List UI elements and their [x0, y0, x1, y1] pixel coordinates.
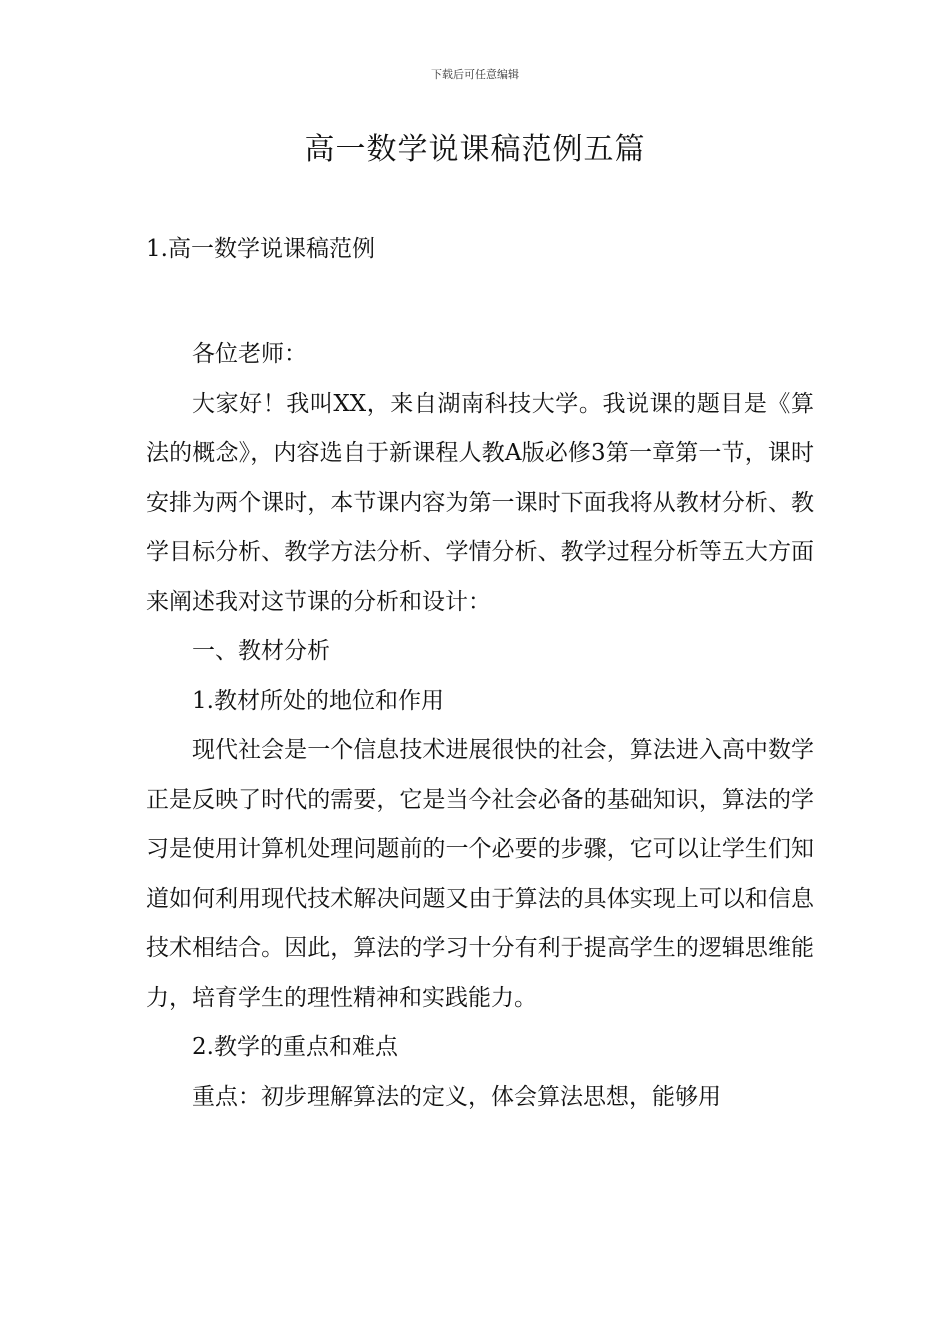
paragraph-position-and-role: 现代社会是一个信息技术进展很快的社会，算法进入高中数学正是反映了时代的需要，它是当今社会必备的基础知识，算法的学习是使用计算机处理问题前的一个必要的步骤，它可以让学生们知道如何利用现代技术解决问题又由于算法的具体实现上可以和信息技术相结合。因此，算法的学习十分有利于提高学生的逻辑思维能力，培育学生的理性精神和实践能力。: [146, 737, 814, 1011]
document-body: [146, 330, 814, 1122]
document-title: 高一数学说课稿范例五篇: [304, 132, 646, 167]
section-heading: 1.高一数学说课稿范例: [146, 236, 375, 262]
paragraph-key-points: 重点：初步理解算法的定义，体会算法思想，能够用: [192, 1083, 721, 1110]
header-note: 下载后可任意编辑: [431, 68, 519, 81]
subheading-position-and-role: 1.教材所处的地位和作用: [192, 687, 444, 714]
paragraph-introduction: 大家好！我叫XX，来自湖南科技大学。我说课的题目是《算法的概念》，内容选自于新课程人教A版必修3第一章第一节，课时安排为两个课时，本节课内容为第一课时下面我将从教材分析、教学目标分析、教学方法分析、学情分析、教学过程分析等五大方面来阐述我对这节课的分析和设计：: [146, 390, 814, 615]
paragraph-salutation: 各位老师：: [192, 341, 307, 367]
subheading-key-points: 2.教学的重点和难点: [192, 1034, 398, 1060]
subheading-textbook-analysis: 一、教材分析: [192, 638, 330, 664]
